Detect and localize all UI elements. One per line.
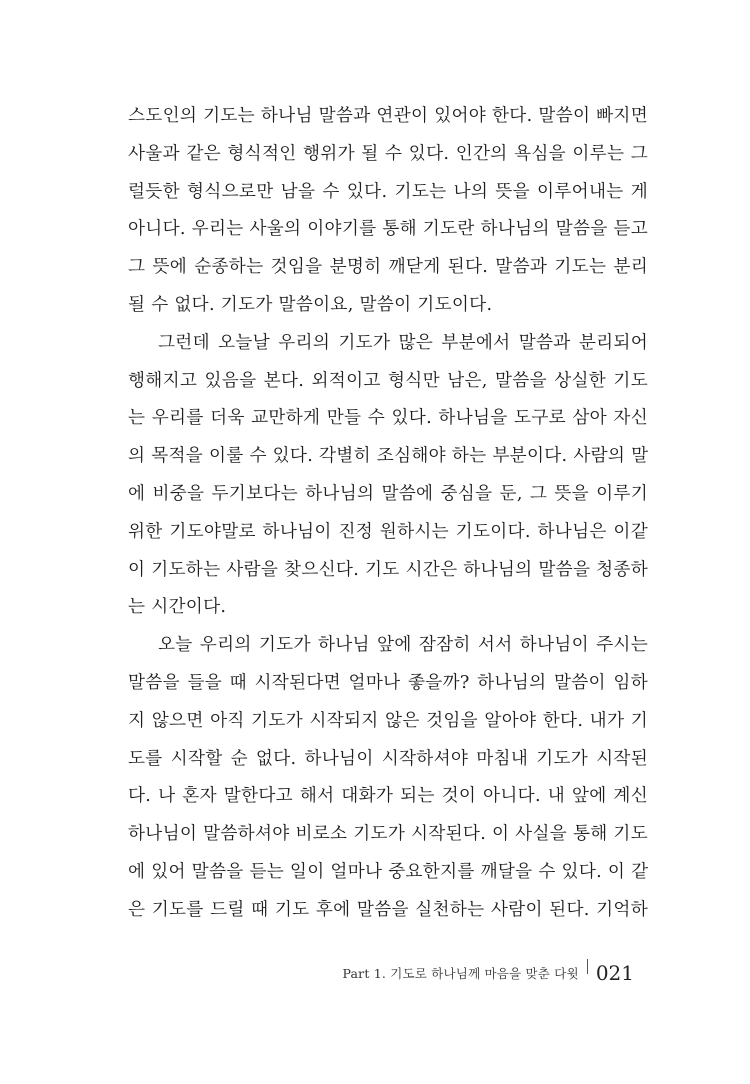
text-line: 위한 기도야말로 하나님이 진정 원하시는 기도이다. 하나님은 이같 xyxy=(128,521,648,542)
text-line: 에 있어 말씀을 듣는 일이 얼마나 중요한지를 깨달을 수 있다. 이 같 xyxy=(128,861,649,882)
text-line: 이 기도하는 사람을 찾으신다. 기도 시간은 하나님의 말씀을 청종하 xyxy=(128,559,649,580)
text-line: 도를 시작할 순 없다. 하나님이 시작하셔야 마침내 기도가 시작된 xyxy=(128,748,648,769)
text-line: 그 뜻에 순종하는 것임을 분명히 깨닫게 된다. 말씀과 기도는 분리 xyxy=(128,257,648,278)
text-line: 스도인의 기도는 하나님 말씀과 연관이 있어야 한다. 말씀이 빠지면 xyxy=(128,106,649,126)
text-line: 오늘 우리의 기도가 하나님 앞에 잠잠히 서서 하나님이 주시는 xyxy=(158,635,648,656)
body-text xyxy=(128,98,648,930)
text-line: 는 우리를 더욱 교만하게 만들 수 있다. 하나님을 도구로 삼아 자신 xyxy=(128,408,648,429)
running-title: Part 1. 기도로 하나님께 마음을 맞춘 다윗 xyxy=(342,966,579,981)
text-line: 될 수 없다. 기도가 말씀이요, 말씀이 기도이다. xyxy=(128,294,493,315)
page-number: 021 xyxy=(595,961,634,985)
text-line: 럴듯한 형식으로만 남을 수 있다. 기도는 나의 뜻을 이루어내는 게 xyxy=(128,181,648,202)
text-line: 다. 나 혼자 말한다고 해서 대화가 되는 것이 아니다. 내 앞에 계신 xyxy=(128,786,648,807)
text-line: 아니다. 우리는 사울의 이야기를 통해 기도란 하나님의 말씀을 듣고 xyxy=(128,219,649,240)
text-line: 은 기도를 드릴 때 기도 후에 말씀을 실천하는 사람이 된다. 기억하 xyxy=(128,899,648,920)
text-line: 그런데 오늘날 우리의 기도가 많은 부분에서 말씀과 분리되어 xyxy=(158,332,648,353)
text-line: 말씀을 들을 때 시작된다면 얼마나 좋을까? 하나님의 말씀이 임하 xyxy=(128,672,648,693)
footer-divider xyxy=(587,959,588,974)
text-line: 행해지고 있음을 본다. 외적이고 형식만 남은, 말씀을 상실한 기도 xyxy=(128,370,648,391)
text-line: 의 목적을 이룰 수 있다. 각별히 조심해야 하는 부분이다. 사람의 말 xyxy=(128,446,649,467)
page-footer xyxy=(342,958,634,984)
text-line: 에 비중을 두기보다는 하나님의 말씀에 중심을 둔, 그 뜻을 이루기 xyxy=(128,483,648,504)
text-line: 사울과 같은 형식적인 행위가 될 수 있다. 인간의 욕심을 이루는 그 xyxy=(128,143,648,164)
text-line: 는 시간이다. xyxy=(128,597,227,618)
text-line: 지 않으면 아직 기도가 시작되지 않은 것임을 알아야 한다. 내가 기 xyxy=(128,710,648,731)
text-line: 하나님이 말씀하셔야 비로소 기도가 시작된다. 이 사실을 통해 기도 xyxy=(128,824,649,845)
